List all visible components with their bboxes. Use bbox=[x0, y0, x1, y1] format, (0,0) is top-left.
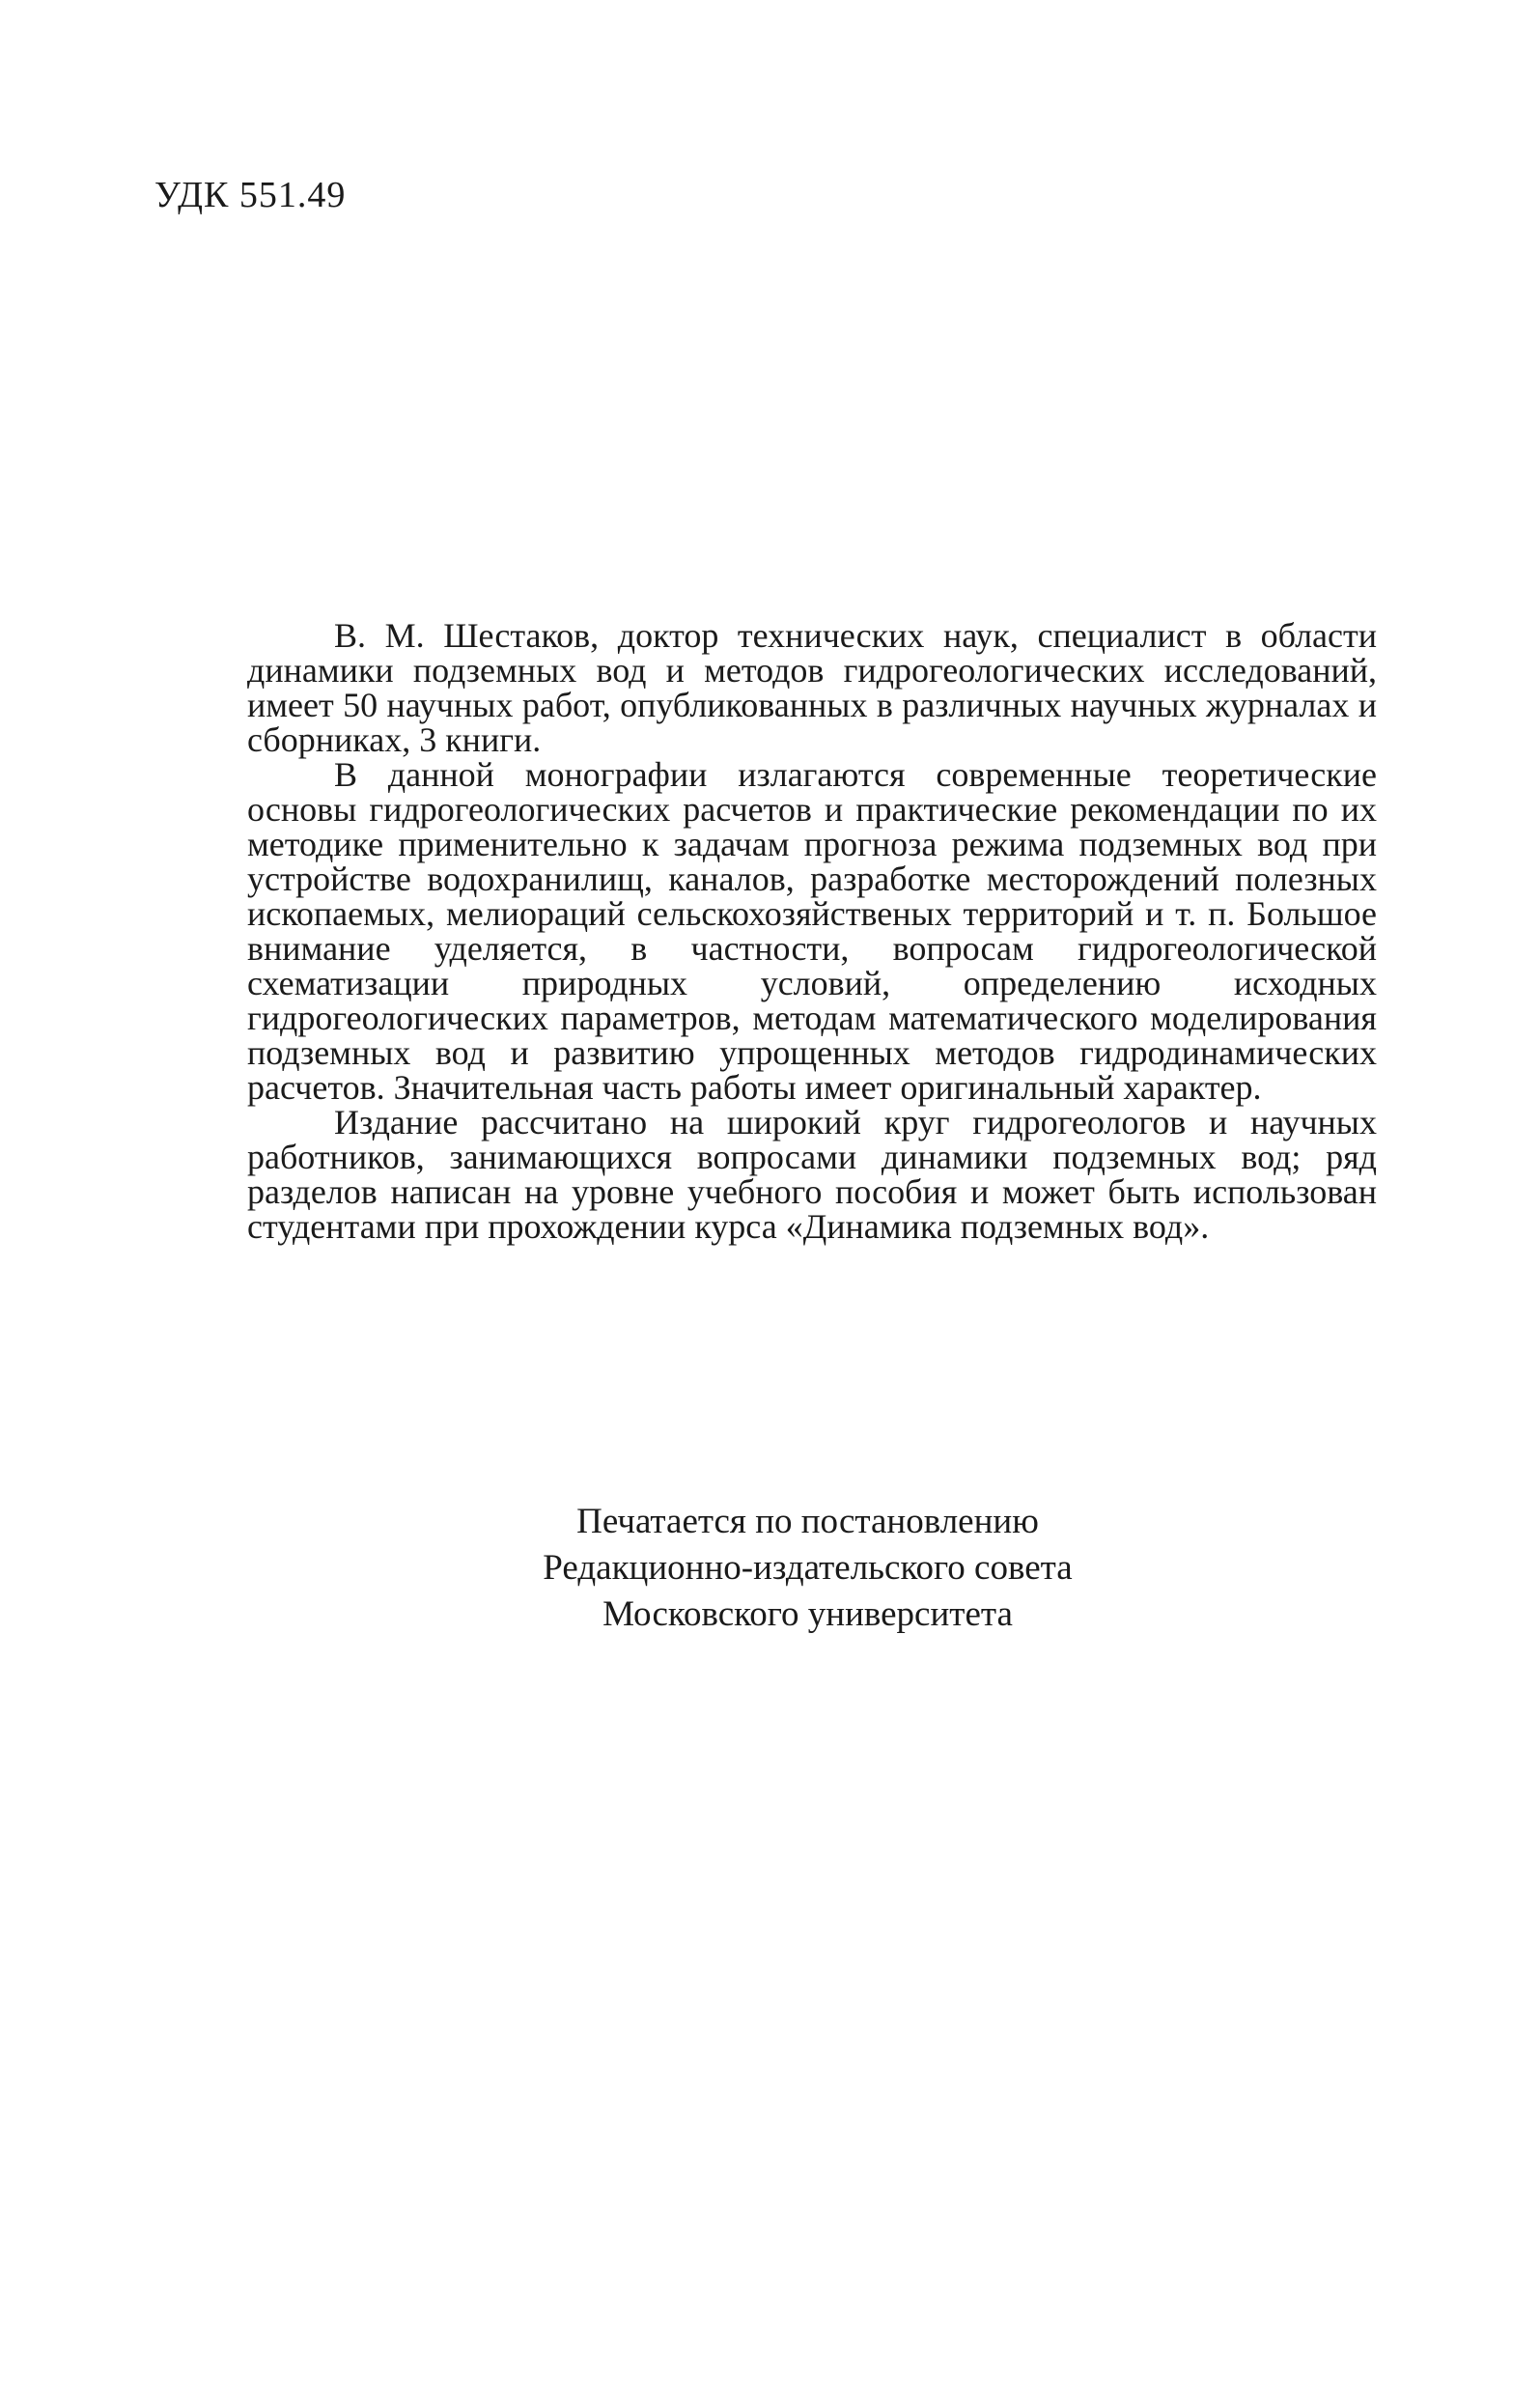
udk-code: УДК 551.49 bbox=[154, 175, 347, 215]
book-annotation bbox=[247, 618, 1377, 1244]
author-info-paragraph: В. М. Шестаков, доктор технических наук, специалист в области динамики подземных вод и методов гидрогеологических исследований, имеет 50 научных работ, опубликованных в различных научных журналах и сборниках, 3 книги. bbox=[247, 616, 1377, 759]
approval-line: Московского университета bbox=[602, 1594, 1013, 1634]
monograph-description-paragraph: В данной монографии излагаются современные теоретические основы гидрогеологических расчетов и практические рекомендации по их методике применительно к задачам прогноза режима подземных вод при устройстве водохранилищ, каналов, разработке месторождений полезных ископаемых, мелиораций сельскохозяйственых территорий и т. п. Большое внимание уделяется, в частности, вопросам гидрогеологической схематизации природных условий, определению исходных гидрогеологических параметров, методам математического моделирования подземных вод и развитию упрощенных методов гидродинамических расчетов. Значительная часть работы имеет оригинальный характер. bbox=[247, 755, 1377, 1107]
audience-paragraph: Издание рассчитано на широкий круг гидрогеологов и научных работников, занимающихся вопросами динамики подземных вод; ряд разделов написан на уровне учебного пособия и может быть использован студентами при прохождении курса «Динамика подземных вод». bbox=[247, 1103, 1377, 1246]
approval-line: Печатается по постановлению bbox=[576, 1502, 1039, 1541]
approval-line: Редакционно-издательского совета bbox=[543, 1548, 1073, 1588]
publication-approval bbox=[0, 1499, 1540, 1638]
